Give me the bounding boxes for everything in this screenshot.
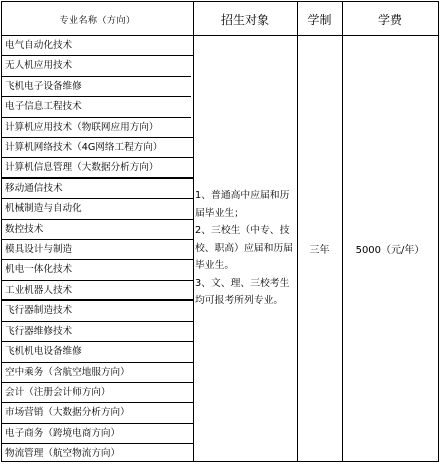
major-name: 飞机电子设备维修	[5, 80, 82, 92]
header-major: 专业名称（方向）	[59, 15, 136, 26]
major-name: 市场营销（大数据分析方向）	[5, 407, 130, 419]
major-row	[2, 363, 193, 383]
target-line: 2、三校生（中专、技	[195, 225, 290, 236]
target-line: 届毕业生；	[195, 207, 244, 219]
target-line: 1、普通高中应届和历	[195, 190, 290, 201]
major-name: 会计（注册会计师方向）	[5, 386, 111, 398]
major-name: 无人机应用技术	[5, 60, 73, 72]
major-row	[2, 118, 193, 138]
major-name: 计算机信息管理（大数据分析方向）	[5, 162, 159, 174]
major-name: 数控技术	[5, 223, 44, 235]
major-row	[2, 158, 193, 178]
target-line: 3、文、理、三校考生	[195, 277, 290, 289]
major-row	[2, 36, 193, 56]
major-name: 模具设计与制造	[5, 244, 73, 256]
major-name: 电子信息工程技术	[5, 101, 82, 113]
major-row	[2, 444, 193, 464]
major-row	[2, 260, 193, 280]
major-name: 工业机器人技术	[5, 284, 73, 296]
major-row	[2, 301, 193, 321]
major-name: 计算机网络技术（4G网络工程方向）	[5, 142, 163, 154]
target-line: 均可报考所列专业。	[195, 295, 284, 306]
major-row	[2, 383, 193, 403]
major-name: 物流管理（航空物流方向）	[5, 448, 121, 460]
major-row	[2, 424, 193, 444]
target-line: 毕业生。	[195, 260, 235, 271]
major-list	[2, 36, 193, 465]
column-divider	[193, 2, 194, 461]
enrollment-table	[1, 1, 439, 462]
major-row	[2, 97, 193, 117]
major-row	[2, 179, 193, 199]
major-row	[2, 56, 193, 76]
admission-target-text	[195, 187, 295, 310]
header-duration: 学制	[307, 12, 332, 27]
major-row	[2, 77, 193, 97]
major-name: 电子商务（跨境电商方向）	[5, 427, 121, 439]
major-name: 移动通信技术	[5, 182, 63, 194]
major-name: 飞行器制造技术	[5, 305, 73, 317]
major-name: 空中乘务（含航空地服方向）	[5, 366, 130, 378]
major-name: 飞行器维修技术	[5, 325, 73, 337]
tuition-value: 5000（元/年）	[355, 245, 425, 256]
target-line: 校、职高）应届和历届	[195, 242, 293, 254]
major-name: 计算机应用技术（物联网应用方向）	[5, 121, 159, 133]
major-row	[2, 403, 193, 423]
major-name: 飞机机电设备维修	[5, 346, 82, 358]
major-row	[2, 322, 193, 342]
major-name: 机械制造与自动化	[5, 203, 82, 215]
major-row	[2, 281, 193, 301]
major-row	[2, 342, 193, 362]
major-row	[2, 199, 193, 219]
duration-value: 三年	[309, 245, 330, 256]
major-row	[2, 220, 193, 240]
header-target: 招生对象	[220, 12, 269, 27]
major-row	[2, 138, 193, 158]
major-name: 电气自动化技术	[5, 40, 73, 51]
header-tuition: 学费	[377, 12, 402, 27]
major-name: 机电一体化技术	[5, 264, 73, 276]
major-row	[2, 240, 193, 260]
